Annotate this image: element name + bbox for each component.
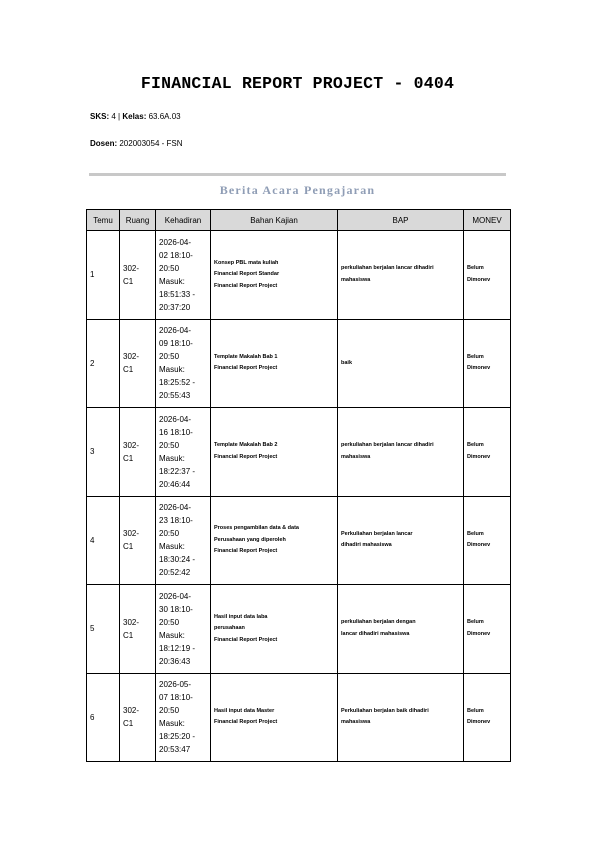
cell-monev: Belum Dimonev — [464, 673, 511, 762]
cell-ruang: 302- C1 — [120, 585, 156, 674]
cell-bahan-kajian: Konsep PBL mata kuliah Financial Report Standar Financial Report Project — [211, 231, 338, 320]
dosen-label: Dosen: — [90, 139, 118, 148]
table-row — [87, 496, 511, 585]
cell-ruang: 302- C1 — [120, 673, 156, 762]
header-monev: MONEV — [464, 210, 511, 231]
cell-kehadiran: 2026-04- 09 18:10- 20:50 Masuk: 18:25:52 - 20:55:43 — [156, 319, 211, 408]
cell-monev: Belum Dimonev — [464, 496, 511, 585]
table-row — [87, 319, 511, 408]
table-row — [87, 673, 511, 762]
sks-value: 4 | — [111, 112, 121, 121]
cell-temu: 5 — [87, 585, 120, 674]
cell-bahan-kajian: Proses pengambilan data & data Perusahaan yang diperoleh Financial Report Project — [211, 496, 338, 585]
course-info — [90, 112, 181, 121]
cell-kehadiran: 2026-04- 23 18:10- 20:50 Masuk: 18:30:24 - 20:52:42 — [156, 496, 211, 585]
cell-kehadiran: 2026-04- 16 18:10- 20:50 Masuk: 18:22:37 - 20:46:44 — [156, 408, 211, 497]
table-header-row — [87, 210, 511, 231]
header-ruang: Ruang — [120, 210, 156, 231]
kelas-value: 63.6A.03 — [148, 112, 181, 121]
cell-bap: Perkuliahan berjalan lancar dihadiri mahasiswa — [338, 496, 464, 585]
teaching-report-table — [86, 209, 511, 762]
cell-temu: 4 — [87, 496, 120, 585]
cell-kehadiran: 2026-05- 07 18:10- 20:50 Masuk: 18:25:20 - 20:53:47 — [156, 673, 211, 762]
section-title: Berita Acara Pengajaran — [219, 183, 376, 197]
kelas-label: Kelas: — [122, 112, 147, 121]
cell-monev: Belum Dimonev — [464, 585, 511, 674]
cell-temu: 2 — [87, 319, 120, 408]
divider — [89, 173, 506, 176]
table-row — [87, 231, 511, 320]
dosen-value: 202003054 - FSN — [119, 139, 183, 148]
cell-bap: Perkuliahan berjalan baik dihadiri mahasiswa — [338, 673, 464, 762]
cell-bap: perkuliahan berjalan lancar dihadiri mahasiswa — [338, 408, 464, 497]
cell-kehadiran: 2026-04- 02 18:10- 20:50 Masuk: 18:51:33 - 20:37:20 — [156, 231, 211, 320]
table-row — [87, 408, 511, 497]
cell-ruang: 302- C1 — [120, 231, 156, 320]
cell-temu: 6 — [87, 673, 120, 762]
document-title: FINANCIAL REPORT PROJECT - 0404 — [140, 74, 455, 93]
header-bahan-kajian: Bahan Kajian — [211, 210, 338, 231]
header-bap: BAP — [338, 210, 464, 231]
cell-bap: perkuliahan berjalan lancar dihadiri mahasiswa — [338, 231, 464, 320]
cell-temu: 3 — [87, 408, 120, 497]
cell-bap: perkuliahan berjalan dengan lancar dihadiri mahasiswa — [338, 585, 464, 674]
cell-bap: baik — [338, 319, 464, 408]
table-row — [87, 585, 511, 674]
sks-label: SKS: — [90, 112, 110, 121]
cell-bahan-kajian: Template Makalah Bab 2 Financial Report Project — [211, 408, 338, 497]
cell-monev: Belum Dimonev — [464, 319, 511, 408]
cell-ruang: 302- C1 — [120, 496, 156, 585]
cell-temu: 1 — [87, 231, 120, 320]
header-kehadiran: Kehadiran — [156, 210, 211, 231]
cell-bahan-kajian: Hasil input data laba perusahaan Financial Report Project — [211, 585, 338, 674]
cell-monev: Belum Dimonev — [464, 408, 511, 497]
cell-kehadiran: 2026-04- 30 18:10- 20:50 Masuk: 18:12:19 - 20:36:43 — [156, 585, 211, 674]
cell-ruang: 302- C1 — [120, 408, 156, 497]
lecturer-info — [90, 139, 183, 148]
cell-monev: Belum Dimonev — [464, 231, 511, 320]
cell-bahan-kajian: Hasil input data Master Financial Report Project — [211, 673, 338, 762]
cell-bahan-kajian: Template Makalah Bab 1 Financial Report Project — [211, 319, 338, 408]
cell-ruang: 302- C1 — [120, 319, 156, 408]
header-temu: Temu — [87, 210, 120, 231]
